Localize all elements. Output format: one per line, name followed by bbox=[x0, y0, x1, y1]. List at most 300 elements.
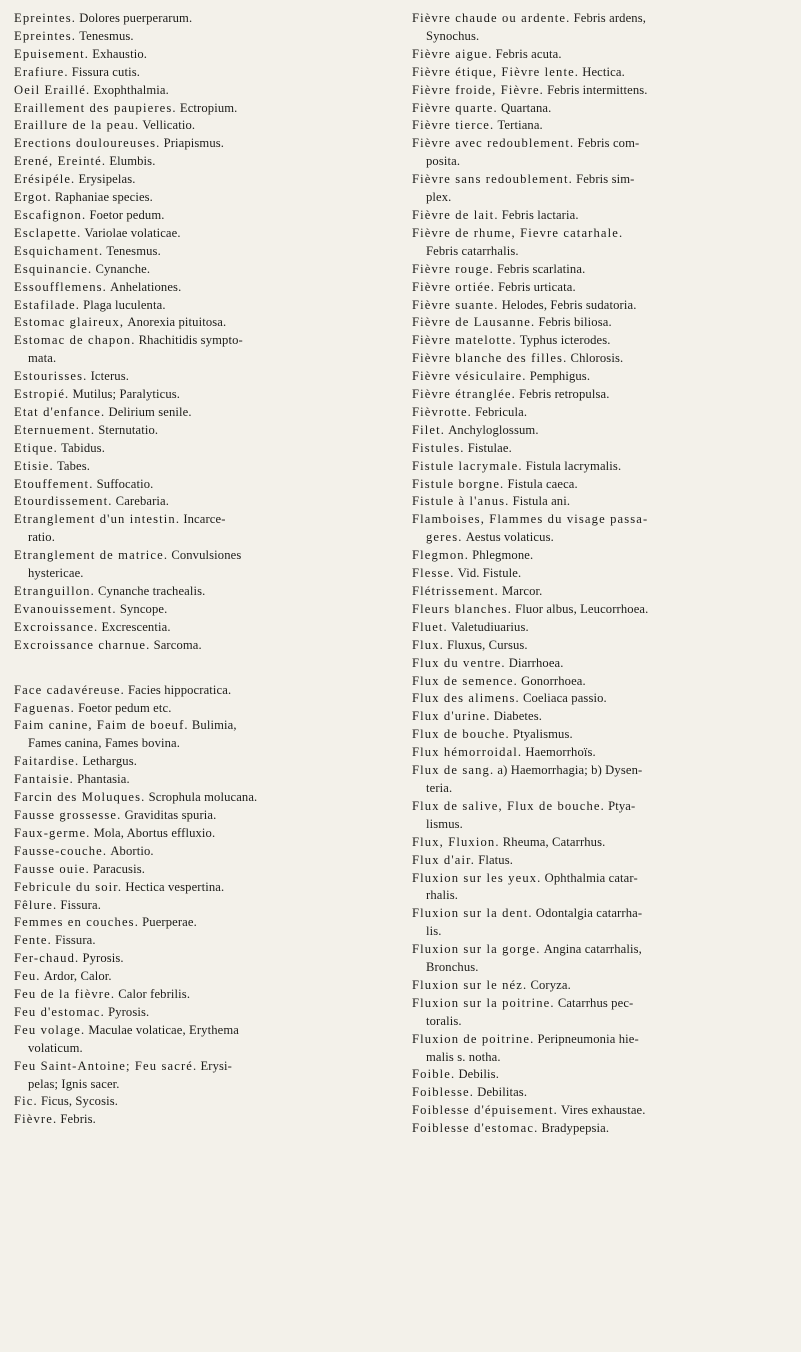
entry-headword: Face cadavéreuse. bbox=[14, 682, 125, 697]
entry-headword: Excroissance. bbox=[14, 619, 99, 634]
entry-headword: Fluxion sur la poitrine. bbox=[412, 995, 555, 1010]
dictionary-entry bbox=[14, 637, 380, 655]
entry-headword: Fièvre chaude ou ardente. bbox=[412, 11, 571, 25]
entry-translation: Angina catarrhalis, bbox=[543, 942, 642, 957]
dictionary-entry bbox=[14, 619, 380, 637]
entry-translation: Valetudiuarius. bbox=[451, 619, 529, 634]
entry-headword: Flux du ventre. bbox=[412, 655, 506, 670]
entry-translation: Syncope. bbox=[119, 601, 168, 616]
dictionary-entry bbox=[14, 601, 380, 619]
entry-headword: Fluet. bbox=[412, 619, 448, 634]
entry-translation: Gonorrhoea. bbox=[521, 673, 586, 688]
entry-headword: Fausse ouie. bbox=[14, 861, 90, 876]
entry-headword: Fluxion sur les yeux. bbox=[412, 870, 542, 885]
entry-headword: Fluxion de poitrine. bbox=[412, 1031, 535, 1046]
dictionary-entry bbox=[14, 700, 380, 718]
dictionary-entry bbox=[14, 404, 380, 422]
entry-headword: Fièvre aigue. bbox=[412, 46, 493, 61]
dictionary-entry bbox=[14, 511, 380, 547]
dictionary-entry bbox=[412, 350, 790, 368]
dictionary-entry bbox=[14, 932, 380, 950]
entry-translation: Febris lactaria. bbox=[501, 207, 579, 222]
dictionary-entry bbox=[14, 386, 380, 404]
entry-headword: Fantaisie. bbox=[14, 772, 74, 787]
dictionary-entry bbox=[412, 619, 790, 637]
entry-translation: Abortio. bbox=[110, 843, 154, 858]
entry-translation: Ophthalmia catar- bbox=[544, 870, 638, 885]
entry-translation: Pemphigus. bbox=[529, 369, 591, 384]
entry-translation: Excrescentia. bbox=[101, 619, 171, 634]
entry-translation-continuation: posita. bbox=[426, 154, 461, 169]
entry-headword: Erafiure. bbox=[14, 64, 69, 79]
entry-headword: Feu volage. bbox=[14, 1022, 86, 1037]
entry-headword: Evanouissement. bbox=[14, 601, 117, 616]
dictionary-entry bbox=[14, 171, 380, 189]
entry-headword: Estropié. bbox=[14, 387, 70, 402]
dictionary-entry bbox=[412, 798, 790, 834]
entry-translation: Suffocatio. bbox=[96, 476, 154, 491]
entry-headword: Fièvre avec redoublement. bbox=[412, 136, 575, 151]
entry-translation: Graviditas spuria. bbox=[124, 807, 217, 822]
dictionary-entry bbox=[412, 1120, 790, 1138]
entry-headword: Flux d'urine. bbox=[412, 709, 491, 724]
entry-headword: Fausse grossesse. bbox=[14, 807, 122, 822]
dictionary-entry bbox=[14, 368, 380, 386]
entry-translation: Phantasia. bbox=[77, 772, 130, 787]
entry-translation: Foetor pedum. bbox=[89, 207, 165, 222]
entry-headword: Escafignon. bbox=[14, 207, 87, 222]
entry-continuation bbox=[14, 350, 380, 368]
dictionary-entry bbox=[412, 386, 790, 404]
entry-translation: Flatus. bbox=[478, 852, 514, 867]
entry-headword: Fer-chaud. bbox=[14, 951, 80, 966]
entry-continuation bbox=[412, 243, 790, 261]
entry-headword: Epreintes. bbox=[14, 28, 77, 43]
entry-translation: Foetor pedum etc. bbox=[78, 700, 172, 715]
entry-headword: Feu Saint-Antoine; Feu sacré. bbox=[14, 1058, 198, 1073]
dictionary-entry bbox=[14, 458, 380, 476]
dictionary-entry bbox=[412, 583, 790, 601]
entry-headword: Esquichament. bbox=[14, 243, 104, 258]
entry-headword: Excroissance charnue. bbox=[14, 637, 151, 652]
entry-headword: Fièvre étranglée. bbox=[412, 387, 516, 402]
dictionary-entry bbox=[412, 565, 790, 583]
entry-translation-continuation: teria. bbox=[426, 780, 453, 795]
entry-translation: Bradypepsia. bbox=[541, 1121, 610, 1136]
entry-translation: Puerperae. bbox=[142, 915, 197, 930]
entry-translation: Erysi- bbox=[200, 1058, 232, 1073]
entry-headword: Fièvre suante. bbox=[412, 297, 499, 312]
entry-translation: Fistulae. bbox=[467, 440, 512, 455]
entry-translation: Febris intermittens. bbox=[547, 82, 648, 97]
entry-headword-continuation: geres. bbox=[426, 530, 463, 545]
entry-headword: Etisie. bbox=[14, 458, 54, 473]
dictionary-entry bbox=[14, 64, 380, 82]
entry-translation-continuation: Fames canina, Fames bovina. bbox=[28, 736, 181, 751]
entry-headword: Fièvre. bbox=[14, 1112, 58, 1127]
entry-translation: Fluxus, Cursus. bbox=[447, 637, 528, 652]
dictionary-entry bbox=[14, 243, 380, 261]
entry-headword: Fièvre matelotte. bbox=[412, 333, 517, 348]
entry-translation-continuation: ratio. bbox=[28, 530, 55, 545]
entry-continuation bbox=[14, 735, 380, 753]
dictionary-entry bbox=[412, 458, 790, 476]
right-column bbox=[412, 10, 790, 1138]
dictionary-entry bbox=[412, 1066, 790, 1084]
entry-translation-continuation: rhalis. bbox=[426, 888, 459, 903]
entry-headword: Estomac glaireux, bbox=[14, 315, 125, 330]
entry-translation: Vid. Fistule. bbox=[457, 566, 522, 581]
dictionary-entry bbox=[14, 332, 380, 368]
entry-headword: Foiblesse d'épuisement. bbox=[412, 1103, 558, 1118]
entry-continuation bbox=[412, 780, 790, 798]
entry-headword: Fièvre ortiée. bbox=[412, 279, 496, 294]
entry-continuation bbox=[412, 923, 790, 941]
dictionary-entry bbox=[14, 1093, 380, 1111]
dictionary-entry bbox=[412, 46, 790, 64]
dictionary-entry bbox=[412, 726, 790, 744]
dictionary-entry bbox=[412, 977, 790, 995]
entry-translation: Tabidus. bbox=[61, 440, 105, 455]
section-gap bbox=[14, 655, 380, 682]
entry-translation: Convulsiones bbox=[171, 548, 242, 563]
entry-translation-continuation: mata. bbox=[28, 351, 57, 366]
entry-headword: Esclapette. bbox=[14, 225, 82, 240]
dictionary-entry bbox=[412, 637, 790, 655]
entry-headword: Fleurs blanches. bbox=[412, 601, 512, 616]
entry-translation: Exhaustio. bbox=[92, 46, 148, 61]
entry-headword: Erésipéle. bbox=[14, 172, 76, 187]
dictionary-entry bbox=[412, 601, 790, 619]
entry-translation: Febris retropulsa. bbox=[519, 387, 610, 402]
dictionary-entry bbox=[412, 870, 790, 906]
dictionary-entry bbox=[14, 493, 380, 511]
entry-headword: Fluxion sur la gorge. bbox=[412, 942, 541, 957]
entry-translation: Dolores puerperarum. bbox=[79, 11, 193, 25]
entry-headword: Fêlure. bbox=[14, 897, 58, 912]
entry-translation: Icterus. bbox=[90, 369, 130, 384]
entry-translation: Priapismus. bbox=[163, 136, 225, 151]
entry-translation: Erysipelas. bbox=[78, 172, 136, 187]
entry-headword: Fièvre blanche des filles. bbox=[412, 351, 568, 366]
entry-headword: Febricule du soir. bbox=[14, 879, 123, 894]
dictionary-entry bbox=[14, 117, 380, 135]
entry-translation-continuation: lismus. bbox=[426, 816, 463, 831]
entry-translation: Diabetes. bbox=[493, 709, 543, 724]
entry-headword: Erené, Ereinté. bbox=[14, 154, 107, 169]
entry-headword: Fistules. bbox=[412, 440, 465, 455]
entry-headword: Fistule à l'anus. bbox=[412, 494, 510, 509]
entry-headword: Foiblesse d'estomac. bbox=[412, 1121, 539, 1136]
entry-translation: Bulimia, bbox=[191, 718, 237, 733]
dictionary-entry bbox=[14, 297, 380, 315]
dictionary-entry bbox=[14, 10, 380, 28]
dictionary-entry bbox=[14, 46, 380, 64]
entry-translation: Sternutatio. bbox=[98, 422, 159, 437]
entry-headword: Eraillure de la peau. bbox=[14, 118, 140, 133]
entry-translation: Rhachitidis sympto- bbox=[138, 333, 243, 348]
entry-headword: Fièvre de Lausanne. bbox=[412, 315, 536, 330]
entry-continuation bbox=[14, 1040, 380, 1058]
entry-translation: Maculae volaticae, Erythema bbox=[88, 1022, 239, 1037]
entry-translation: Plaga luculenta. bbox=[83, 297, 166, 312]
entry-headword: Flétrissement. bbox=[412, 584, 499, 598]
dictionary-entry bbox=[412, 744, 790, 762]
entry-headword: Etranglement de matrice. bbox=[14, 548, 169, 563]
entry-translation: Hectica. bbox=[582, 64, 625, 79]
entry-headword: Estomac de chapon. bbox=[14, 333, 136, 348]
entry-headword: Faguenas. bbox=[14, 700, 75, 715]
entry-headword: Filet. bbox=[412, 422, 446, 437]
entry-headword: Fièvrotte. bbox=[412, 404, 472, 419]
entry-translation: Diarrhoea. bbox=[508, 655, 564, 670]
entry-translation: Febris biliosa. bbox=[538, 315, 612, 330]
entry-translation: Odontalgia catarrha- bbox=[535, 906, 643, 921]
entry-translation: Tenesmus. bbox=[79, 28, 134, 43]
entry-translation: Ptyalismus. bbox=[512, 727, 573, 742]
entry-translation: a) Haemorrhagia; b) Dysen- bbox=[497, 763, 643, 778]
dictionary-entry bbox=[412, 834, 790, 852]
dictionary-entry bbox=[14, 1022, 380, 1058]
entry-translation-continuation: Synochus. bbox=[426, 28, 480, 43]
dictionary-entry bbox=[412, 64, 790, 82]
entry-translation: Carebaria. bbox=[115, 494, 170, 509]
entry-translation: Pyrosis. bbox=[82, 951, 124, 966]
entry-continuation bbox=[412, 153, 790, 171]
entry-continuation bbox=[412, 1013, 790, 1031]
entry-headword: Fistule borgne. bbox=[412, 476, 505, 491]
dictionary-entry bbox=[14, 422, 380, 440]
dictionary-entry bbox=[412, 1084, 790, 1102]
entry-translation: Paracusis. bbox=[93, 861, 146, 876]
entry-group-f bbox=[14, 682, 380, 1130]
entry-headword: Flux de semence. bbox=[412, 673, 518, 688]
entry-translation: Febris. bbox=[60, 1112, 96, 1127]
entry-headword: Eternuement. bbox=[14, 422, 96, 437]
left-column bbox=[14, 10, 380, 1129]
dictionary-entry bbox=[412, 476, 790, 494]
dictionary-entry bbox=[14, 1058, 380, 1094]
entry-headword: Fièvre quarte. bbox=[412, 100, 498, 115]
entry-group-e bbox=[14, 10, 380, 655]
entry-headword: Etouffement. bbox=[14, 476, 94, 491]
entry-translation-continuation: pelas; Ignis sacer. bbox=[28, 1076, 120, 1091]
entry-translation: Sarcoma. bbox=[153, 637, 202, 652]
dictionary-entry bbox=[412, 422, 790, 440]
entry-translation-continuation: Aestus volaticus. bbox=[465, 530, 554, 545]
dictionary-entry bbox=[412, 995, 790, 1031]
dictionary-entry bbox=[14, 968, 380, 986]
entry-headword: Oeil Eraillé. bbox=[14, 82, 91, 97]
dictionary-entry bbox=[14, 986, 380, 1004]
entry-headword: Epreintes. bbox=[14, 11, 77, 25]
dictionary-entry bbox=[14, 82, 380, 100]
entry-headword: Flux des alimens. bbox=[412, 691, 520, 706]
entry-translation: Elumbis. bbox=[109, 154, 156, 169]
dictionary-entry bbox=[14, 1111, 380, 1129]
entry-headword: Flux de bouche. bbox=[412, 727, 510, 742]
entry-translation: Hectica vespertina. bbox=[125, 879, 225, 894]
entry-headword: Estourisses. bbox=[14, 369, 88, 384]
entry-continuation bbox=[412, 816, 790, 834]
dictionary-entry bbox=[412, 1102, 790, 1120]
entry-headword: Ergot. bbox=[14, 190, 52, 205]
dictionary-entry bbox=[412, 225, 790, 261]
entry-translation: Coryza. bbox=[530, 977, 571, 992]
dictionary-entry bbox=[412, 82, 790, 100]
entry-translation: Variolae volaticae. bbox=[84, 225, 181, 240]
entry-translation: Debilis. bbox=[458, 1067, 499, 1082]
entry-headword: Faim canine, Faim de boeuf. bbox=[14, 718, 189, 733]
entry-translation: Exophthalmia. bbox=[93, 82, 169, 97]
entry-translation: Mola, Abortus effluxio. bbox=[93, 825, 216, 840]
entry-headword: Etat d'enfance. bbox=[14, 404, 106, 419]
dictionary-entry bbox=[14, 279, 380, 297]
entry-continuation bbox=[14, 565, 380, 583]
entry-translation: Fistula lacrymalis. bbox=[525, 458, 622, 473]
dictionary-entry bbox=[412, 135, 790, 171]
entry-headword: Etranglement d'un intestin. bbox=[14, 512, 181, 527]
dictionary-entry bbox=[14, 225, 380, 243]
entry-translation: Ectropium. bbox=[179, 100, 238, 115]
entry-translation: Fistula ani. bbox=[512, 494, 571, 509]
entry-headword: Flamboises, Flammes du visage passa- bbox=[412, 512, 649, 527]
entry-headword: Fluxion sur la dent. bbox=[412, 906, 533, 921]
entry-continuation bbox=[14, 1076, 380, 1094]
dictionary-entry bbox=[14, 314, 380, 332]
entry-headword: Flux, Fluxion. bbox=[412, 834, 500, 849]
dictionary-entry bbox=[14, 153, 380, 171]
entry-headword: Faitardise. bbox=[14, 754, 80, 769]
entry-headword: Flegmon. bbox=[412, 548, 469, 563]
entry-translation: Ficus, Sycosis. bbox=[40, 1094, 119, 1109]
entry-headword: Fièvre tierce. bbox=[412, 118, 495, 133]
entry-headword: Fluxion sur le néz. bbox=[412, 977, 528, 992]
entry-continuation bbox=[412, 1049, 790, 1067]
entry-translation-continuation: plex. bbox=[426, 190, 452, 205]
entry-headword: Femmes en couches. bbox=[14, 915, 139, 930]
entry-translation: Coeliaca passio. bbox=[522, 691, 607, 706]
entry-headword: Fic. bbox=[14, 1094, 38, 1109]
entry-translation-continuation: toralis. bbox=[426, 1013, 462, 1028]
entry-translation: Cynanche trachealis. bbox=[98, 584, 206, 598]
entry-translation: Peripneumonia hie- bbox=[537, 1031, 639, 1046]
entry-translation: Fluor albus, Leucorrhoea. bbox=[515, 601, 649, 616]
dictionary-entry bbox=[412, 493, 790, 511]
entry-translation: Tertiana. bbox=[497, 118, 543, 133]
dictionary-entry bbox=[412, 261, 790, 279]
dictionary-entry bbox=[14, 843, 380, 861]
entry-translation: Debilitas. bbox=[477, 1085, 528, 1100]
dictionary-entry bbox=[412, 440, 790, 458]
entry-translation: Fissura. bbox=[55, 933, 96, 948]
entry-translation: Vires exhaustae. bbox=[561, 1103, 646, 1118]
entry-translation: Pyrosis. bbox=[108, 1004, 150, 1019]
dictionary-entry bbox=[412, 708, 790, 726]
dictionary-entry bbox=[412, 117, 790, 135]
entry-headword: Etourdissement. bbox=[14, 494, 113, 509]
entry-group-f-continued bbox=[412, 10, 790, 1138]
entry-translation: Chlorosis. bbox=[570, 351, 624, 366]
dictionary-entry bbox=[412, 10, 790, 46]
entry-translation: Phlegmone. bbox=[472, 548, 534, 563]
entry-translation: Lethargus. bbox=[82, 754, 137, 769]
dictionary-entry bbox=[412, 762, 790, 798]
entry-translation: Tenesmus. bbox=[106, 243, 161, 258]
entry-translation: Febris com- bbox=[577, 136, 640, 151]
entry-translation: Febris ardens, bbox=[573, 11, 647, 25]
entry-headword: Fièvre vésiculaire. bbox=[412, 369, 527, 384]
entry-translation: Anchyloglossum. bbox=[448, 422, 539, 437]
entry-translation: Catarrhus pec- bbox=[557, 995, 634, 1010]
entry-continuation bbox=[412, 887, 790, 905]
dictionary-entry bbox=[14, 1004, 380, 1022]
dictionary-entry bbox=[14, 476, 380, 494]
entry-headword: Fistule lacrymale. bbox=[412, 458, 523, 473]
entry-headword: Fièvre rouge. bbox=[412, 261, 494, 276]
dictionary-entry bbox=[14, 879, 380, 897]
entry-headword: Etique. bbox=[14, 440, 58, 455]
entry-headword: Feu d'estomac. bbox=[14, 1004, 105, 1019]
dictionary-entry bbox=[14, 950, 380, 968]
entry-headword: Feu de la fièvre. bbox=[14, 987, 116, 1002]
entry-translation: Febris sim- bbox=[576, 172, 635, 187]
entry-headword: Estafilade. bbox=[14, 297, 80, 312]
entry-translation: Ptya- bbox=[608, 798, 636, 813]
entry-headword: Feu. bbox=[14, 969, 41, 984]
dictionary-entry bbox=[412, 297, 790, 315]
dictionary-entry bbox=[412, 690, 790, 708]
entry-headword: Essoufflemens. bbox=[14, 279, 107, 294]
entry-translation: Fistula caeca. bbox=[507, 476, 578, 491]
entry-translation-continuation: hystericae. bbox=[28, 566, 84, 581]
entry-headword: Fièvre froide, Fièvre. bbox=[412, 82, 544, 97]
dictionary-entry bbox=[412, 655, 790, 673]
entry-translation: Calor febrilis. bbox=[118, 987, 191, 1002]
dictionary-entry bbox=[14, 861, 380, 879]
dictionary-entry bbox=[412, 368, 790, 386]
entry-headword: Esquinancie. bbox=[14, 261, 93, 276]
entry-continuation bbox=[412, 959, 790, 977]
dictionary-entry bbox=[412, 314, 790, 332]
dictionary-entry bbox=[412, 279, 790, 297]
entry-headword: Fausse-couche. bbox=[14, 843, 108, 858]
entry-headword: Flesse. bbox=[412, 566, 455, 581]
entry-headword: Fièvre de lait. bbox=[412, 207, 499, 222]
dictionary-entry bbox=[412, 673, 790, 691]
dictionary-entry bbox=[14, 261, 380, 279]
entry-headword: Farcin des Moluques. bbox=[14, 790, 146, 805]
entry-translation: Febris scarlatina. bbox=[497, 261, 586, 276]
entry-translation: Febris acuta. bbox=[495, 46, 562, 61]
dictionary-entry bbox=[412, 207, 790, 225]
entry-headword: Erections douloureuses. bbox=[14, 136, 161, 151]
dictionary-entry bbox=[14, 897, 380, 915]
entry-translation: Anorexia pituitosa. bbox=[127, 315, 227, 330]
entry-continuation bbox=[412, 529, 790, 547]
entry-continuation bbox=[412, 189, 790, 207]
entry-headword: Fente. bbox=[14, 933, 52, 948]
entry-translation: Tabes. bbox=[56, 458, 91, 473]
dictionary-entry bbox=[14, 717, 380, 753]
entry-translation: Mutilus; Paralyticus. bbox=[72, 387, 181, 402]
entry-translation: Febricula. bbox=[475, 404, 528, 419]
dictionary-entry bbox=[14, 28, 380, 46]
entry-translation: Marcor. bbox=[502, 584, 543, 598]
entry-translation-continuation: Febris catarrhalis. bbox=[426, 243, 519, 258]
entry-translation: Anhelationes. bbox=[110, 279, 182, 294]
dictionary-entry bbox=[14, 914, 380, 932]
